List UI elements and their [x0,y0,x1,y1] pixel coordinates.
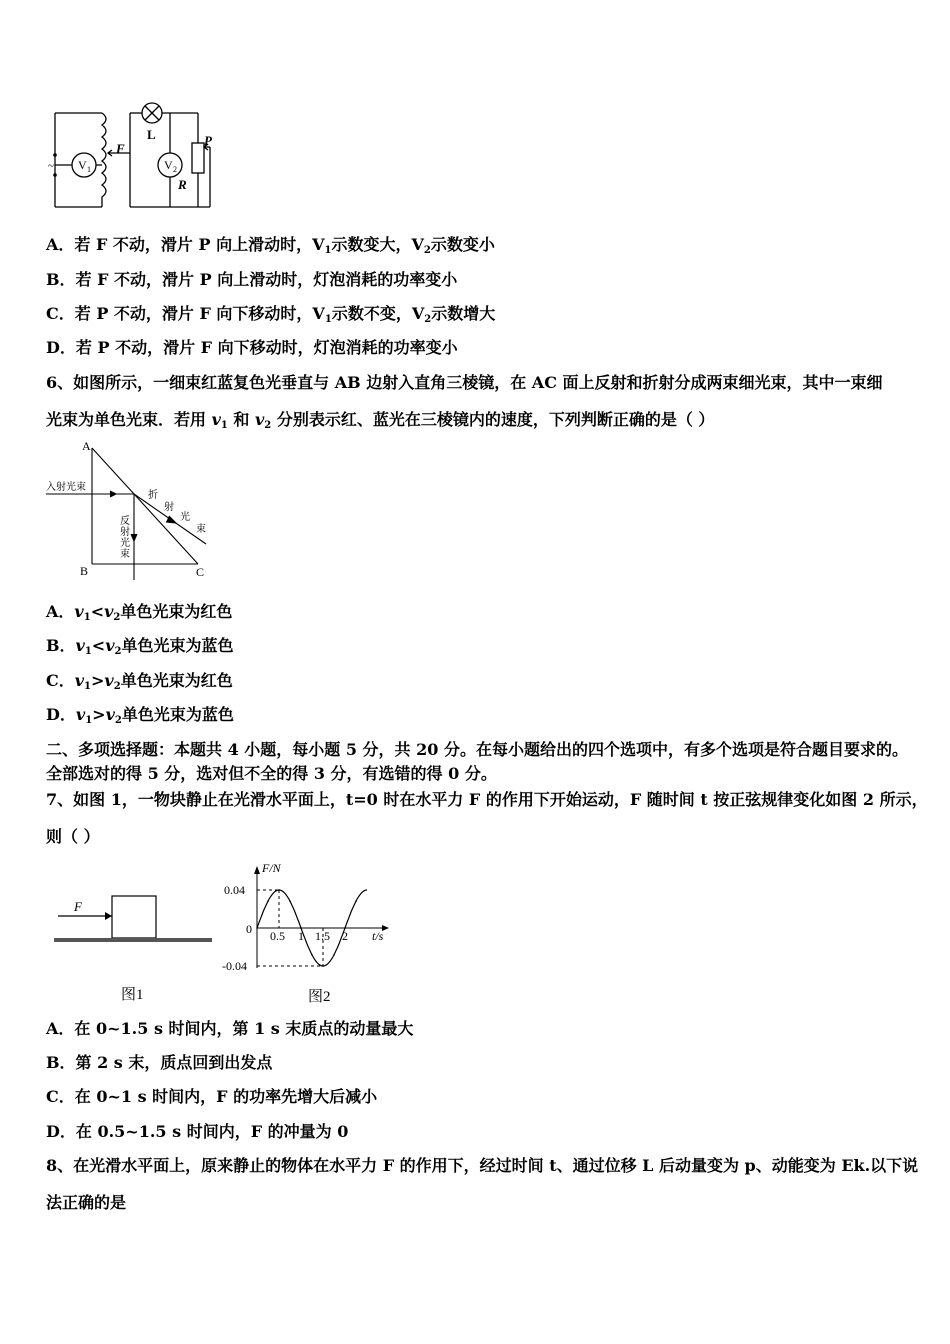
data-point [267,900,269,902]
svg-text:光: 光 [180,512,190,523]
q6-stem-line1: 6、如图所示，一细束红蓝复色光垂直与 AB 边射入直角三棱镜，在 AC 面上反射和折射分成两束细光束，其中一束细 [46,373,883,392]
y-tick-label: 0.04 [224,883,245,897]
section2-scoring: 全部选对的得 5 分，选对但不全的得 3 分，有选错的得 0 分。 [46,764,497,783]
svg-text:~: ~ [48,160,54,172]
prism-diagram [44,438,224,580]
svg-text:L: L [147,127,156,142]
svg-text:V: V [78,158,87,172]
data-point [256,927,258,929]
svg-text:束: 束 [196,524,206,535]
q7-stem-line1: 7、如图 1，一物块静止在光滑水平面上，t=0 时在水平力 F 的作用下开始运动，F 随时间 t 按正弦规律变化如图 2 所示， [46,790,928,809]
q6-option-b[interactable]: B．$v_1<v_2$单色光束为蓝色 [46,636,234,657]
q5-option-a[interactable]: A．若 F 不动，滑片 P 向上滑动时，$V_1$示数变大，$V_2$示数变小 [46,235,495,256]
fig2-caption: 图2 [308,989,331,1005]
data-point [333,954,335,956]
svg-text:R: R [178,177,187,192]
q7-option-c[interactable]: C．在 0~1 s 时间内，F 的功率先增大后减小 [46,1087,378,1106]
circuit-diagram [40,95,220,215]
svg-text:折: 折 [148,490,158,501]
svg-text:V: V [164,158,173,172]
q7-option-d[interactable]: D．在 0.5~1.5 s 时间内，F 的冲量为 0 [46,1122,349,1141]
svg-text:1: 1 [87,165,91,174]
svg-text:F: F [116,141,125,156]
fig1-caption: 图1 [121,987,144,1003]
q7-option-a[interactable]: A．在 0~1.5 s 时间内，第 1 s 末质点的动量最大 [46,1019,414,1038]
q7-option-b[interactable]: B．第 2 s 末，质点回到出发点 [46,1053,273,1072]
transformer-coil [102,113,106,207]
data-point [311,954,313,956]
force-label: F [74,899,82,914]
x-tick-label: 1 [298,929,304,943]
svg-text:B: B [80,564,89,578]
q5-option-b[interactable]: B．若 F 不动，滑片 P 向上滑动时，灯泡消耗的功率变小 [46,270,458,289]
svg-text:入射光束: 入射光束 [46,482,86,493]
q8-stem-line2: 法正确的是 [46,1193,127,1212]
svg-text:P: P [204,133,212,148]
svg-text:C: C [196,565,205,579]
block [112,896,156,938]
x-tick-label: 0.5 [270,929,285,943]
resistor [192,143,204,173]
q6-option-a[interactable]: A．$v_1<v_2$单色光束为红色 [46,602,233,623]
x-tick-label: 2 [342,929,348,943]
y-axis-label: F/N [262,861,281,875]
q5-option-d[interactable]: D．若 P 不动，滑片 F 向下移动时，灯泡消耗的功率变小 [46,338,458,357]
q6-option-d[interactable]: D．$v_1>v_2$单色光束为蓝色 [46,705,234,726]
svg-text:反: 反 [120,516,130,527]
q5-option-c[interactable]: C．若 P 不动，滑片 F 向下移动时，$V_1$示数不变，$V_2$示数增大 [46,304,496,325]
data-point [289,900,291,902]
origin-label: 0 [246,922,252,936]
svg-text:2: 2 [173,165,177,174]
svg-text:A: A [82,439,91,453]
svg-text:光: 光 [120,538,130,549]
y-axis-arrow [254,866,260,874]
y-tick-label: -0.04 [222,959,247,973]
svg-text:射: 射 [120,527,130,538]
svg-text:射: 射 [164,502,174,513]
svg-text:束: 束 [120,549,130,560]
section2-heading: 二、多项选择题：本题共 4 小题，每小题 5 分，共 20 分。在每小题给出的四个选项中，有多个选项是符合题目要求的。 [46,740,908,759]
fig1-block-diagram [54,890,214,950]
q8-stem-line1: 8、在光滑水平面上，原来静止的物体在水平力 F 的作用下，经过时间 t、通过位移 L 后动量变为 p、动能变为 Ek.以下说 [46,1156,919,1175]
q6-option-c[interactable]: C．$v_1>v_2$单色光束为红色 [46,671,233,692]
q7-stem-line2: 则（ ） [46,827,100,846]
ft-chart [222,858,402,974]
data-point [355,900,357,902]
x-tick-label: 1.5 [315,929,330,943]
x-axis-label: t/s [372,929,384,943]
ground [54,938,212,942]
q6-stem-line2: 光束为单色光束．若用 $v_1$ 和 $v_2$ 分别表示红、蓝光在三棱镜内的速度，下列判断正确的是（ ） [46,410,715,431]
